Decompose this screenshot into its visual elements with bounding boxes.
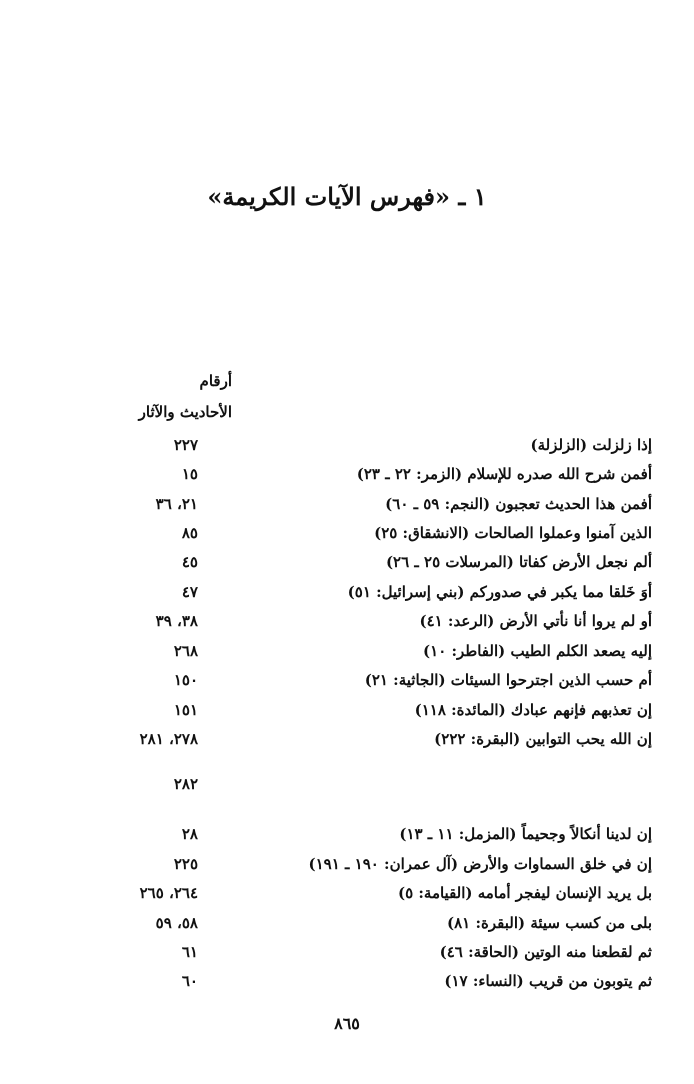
hadith-refs: ٤٥: [181, 553, 198, 571]
index-entry: [0, 495, 694, 521]
index-entry-continuation: [0, 775, 694, 801]
verse-text: إن الله يحب التوابين (البقرة: ٢٢٢): [434, 730, 652, 748]
hadith-refs: ٦١: [181, 943, 198, 961]
index-entry: [0, 855, 694, 881]
verse-text: ثم لقطعنا منه الوتين (الحاقة: ٤٦): [439, 943, 652, 961]
index-entry: [0, 972, 694, 998]
index-entry: [0, 884, 694, 910]
hadith-refs: ٢٢٧: [173, 436, 198, 454]
hadith-refs: ٢٦٤، ٢٦٥: [139, 884, 198, 902]
index-entry: [0, 436, 694, 462]
hadith-refs: ٢٦٨: [173, 642, 198, 660]
index-entry: [0, 612, 694, 638]
index-entry: [0, 642, 694, 668]
verse-text: أو لم يروا أنا نأتي الأرض (الرعد: ٤١): [419, 612, 652, 630]
column-header-hadiths: الأحاديث والآثار: [138, 403, 232, 421]
hadith-refs: ٣٨، ٣٩: [155, 612, 198, 630]
verse-text: إليه يصعد الكلم الطيب (الفاطر: ١٠): [423, 642, 652, 660]
verse-text: إن في خلق السماوات والأرض (آل عمران: ١٩٠ ـ ١٩١): [308, 855, 652, 873]
verse-text: أفمن هذا الحديث تعجبون (النجم: ٥٩ ـ ٦٠): [385, 495, 652, 513]
hadith-refs: ٤٧: [181, 583, 198, 601]
verse-text: إن تعذبهم فإنهم عبادك (المائدة: ١١٨): [414, 701, 652, 719]
hadith-refs: ٢١، ٣٦: [155, 495, 198, 513]
index-entry: [0, 524, 694, 550]
hadith-refs: ٥٨، ٥٩: [155, 914, 198, 932]
verse-text: ثم يتوبون من قريب (النساء: ١٧): [444, 972, 652, 990]
verse-text: إن لدينا أنكالاً وجحيماً (المزمل: ١١ ـ ١٣): [399, 825, 652, 843]
index-entry: [0, 914, 694, 940]
page-title: ١ ـ «فهرس الآيات الكريمة»: [207, 182, 487, 211]
column-header-numbers: أرقام: [199, 372, 232, 390]
index-entry: [0, 730, 694, 756]
verse-text: إذا زلزلت (الزلزلة): [530, 436, 652, 454]
hadith-refs: ٢٢٥: [173, 855, 198, 873]
verse-text: الذين آمنوا وعملوا الصالحات (الانشقاق: ٢٥): [374, 524, 652, 542]
index-entry: [0, 671, 694, 697]
verse-text: أم حسب الذين اجترحوا السيئات (الجاثية: ٢١): [364, 671, 652, 689]
index-entry: [0, 825, 694, 851]
index-entry: [0, 553, 694, 579]
hadith-refs: ٢٨: [181, 825, 198, 843]
index-entry: [0, 701, 694, 727]
verse-text: ألم نجعل الأرض كفاتا (المرسلات ٢٥ ـ ٢٦): [385, 553, 652, 571]
hadith-refs: ٢٨٢: [173, 775, 198, 793]
hadith-refs: ٦٠: [181, 972, 198, 990]
verse-text: أفمن شرح الله صدره للإسلام (الزمر: ٢٢ ـ ٢٣): [356, 465, 652, 483]
hadith-refs: ٢٧٨، ٢٨١: [139, 730, 198, 748]
verse-text: بل يريد الإنسان ليفجر أمامه (القيامة: ٥): [397, 884, 652, 902]
index-entry: [0, 465, 694, 491]
hadith-refs: ١٥: [181, 465, 198, 483]
verse-text: بلى من كسب سيئة (البقرة: ٨١): [447, 914, 652, 932]
index-entry: [0, 943, 694, 969]
index-entry: [0, 583, 694, 609]
hadith-refs: ١٥٠: [173, 671, 198, 689]
hadith-refs: ٨٥: [181, 524, 198, 542]
page-number: ٨٦٥: [334, 1014, 360, 1033]
hadith-refs: ١٥١: [173, 701, 198, 719]
verse-text: أوَ خَلقا مما يكبر في صدوركم (بني إسرائيل: ٥١): [347, 583, 652, 601]
